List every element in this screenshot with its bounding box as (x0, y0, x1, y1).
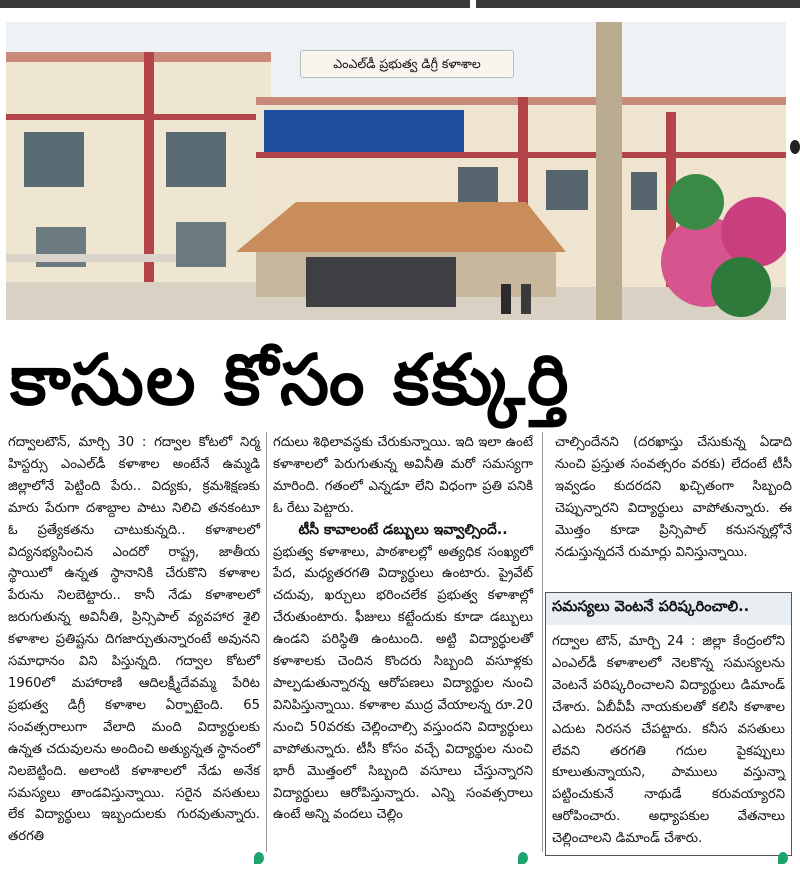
top-bar-gap (470, 0, 476, 8)
end-marker-icon (778, 852, 788, 864)
page-edge-mark-icon (790, 140, 800, 154)
column-1-text: గద్వాలటౌన్, మార్చి 30 : గద్వాల కోటలో నిర్మ హిస్టర్సు ఎంఎల్‌డీ కళాశాల అంటేనే ఉమ్మడి జిల్లాలోనే పెట్టింది పేరు.. విద్యకు, క్రమశిక్షణకు మారు పేరుగా దశాబ్దాల పాటు నిలిచి తనకంటూ ఓ ప్రత్యేకతను చాటుకున్నది.. కళాశాలలో విద్యనభ్యసించిన ఎందరో రాష్ట్ర, జాతీయ స్థాయిలో ఉన్నత స్థానానికి చేరుకొని కళాశాల పేరును నిలబెట్టారు.. కానీ నేడు కళాశాలలో జరుగుతున్న అవినీతి, ప్రిన్సిపాల్ వ్యవహార శైలి కళాశాల ప్రతిష్టను దిగజార్చుతున్నారంటే అవునని సమాధానం విని పిస్తున్నది. గద్వాల కోటలో 1960లో మహారాణి ఆదిలక్ష్మీదేవమ్మ పేరిట ప్రభుత్వ డిగ్రీ కళాశాల ఏర్పాటైంది. 65 సంవత్సరాలుగా వేలాది మంది విద్యార్థులకు ఉన్నత చదువులను అందించి అత్యున్నత స్థానంలో నిలబెట్టింది. అలాంటి కళాశాలలో నేడు అనేక సమస్యలు తాండవిస్తున్నాయి. సరైన వసతులు లేక విద్యార్థులు ఇబ్బందులకు గురవుతున్నారు. తరగతి (8, 435, 260, 845)
box-heading: సమస్యలు వెంటనే పరిష్కరించాలి.. (546, 593, 791, 625)
box-text: గద్వాల టౌన్, మార్చి 24 : జిల్లా కేంద్రంలోని ఎంఎల్‌డీ కళాశాలలో నెలకొన్న సమస్యలను వెంటనే పరిష్కరించాలని విద్యార్థులు డిమాండ్ చేశారు. ఏబీవీపీ నాయకులతో కలిసి కళాశాల ఎదుట నిరసన చేపట్టారు. కనీస వసతులు లేవని తరగతి గదుల పైకప్పులు కూలుతున్నాయని, పాములు వస్తున్నా పట్టించుకునే నాథుడే కరువయ్యారని ఆరోపించారు. అధ్యాపకుల వేతనాలు చెల్లించాలని డిమాండ్ చేశారు. (552, 634, 785, 847)
subheading-tc: టీసీ కావాలంటే డబ్బులు ఇవ్వాల్సిందే.. (298, 521, 508, 538)
end-marker-icon (254, 852, 264, 864)
column-3-text: చాల్సిందేనని (దరఖాస్తు చేసుకున్న ఏడాది నుంచి ప్రస్తుత సంవత్సరం వరకు) లేదంటే టీసీ ఇవ్వడం కుదరదని ఖచ్చితంగా సిబ్బంది చెప్పున్నారని విద్యార్థులు వాపోతున్నారు. ఈ మొత్తం కూడా ప్రిన్సిపాల్ కనుసన్నల్లోనే నడుస్తున్నదనే రుమార్లు వినిస్తున్నాయి. (555, 435, 792, 560)
column-divider-1 (266, 432, 267, 852)
article-column-1 (8, 432, 260, 852)
page-top-bar (0, 0, 800, 8)
headline: కాసుల కోసం కక్కుర్తి (10, 339, 571, 421)
college-photo (6, 22, 786, 320)
column-2-text-1: గదులు శిథిలావస్థకు చేరుకున్నాయి. ఇది ఇలా ఉంటే కళాశాలలో పెరుగుతున్న అవినీతి మరో సమస్యగా మారింది. గతంలో ఎన్నడూ లేని విధంగా ప్రతి పనికి ఓ రేటు పెట్టారు. (273, 435, 533, 516)
column-divider-2 (542, 432, 543, 852)
photo-caption: ఎంఎల్‌డీ ప్రభుత్వ డిగ్రీ కళాశాల (300, 50, 514, 78)
sidebar-news-box (545, 592, 792, 856)
end-marker-icon (518, 852, 528, 864)
article-column-3 (555, 432, 792, 592)
column-2-text-2: ప్రభుత్వ కళాశాలు, పాఠశాలల్లో అత్యధిక సంఖ్యలో పేద, మధ్యతరగతి విద్యార్థులు ఉంటారు. ప్రైవేట్ చదువు, ఖర్చులు భరించలేక ప్రభుత్వ కళాశాల్లో చేరుతుంటారు. ఫీజులు కట్టేందుకు కూడా డబ్బులు ఉండని పరిస్థితి ఉంటుంది. అట్టి విద్యార్థులతో కళాశాలకు చెందిన కొందరు సిబ్బంది వసూళ్లకు పాల్పడుతున్నారన్న ఆరోపణలు విద్యార్థుల నుంచి వినిపిస్తున్నాయి. కళాశాల ముద్ర వేయాలన్న రూ.20 నుంచి 50వరకు చెల్లించాల్సి వస్తుందని విద్యార్థులు వాపోతున్నారు. టీసీ కోసం వచ్చే విద్యార్థుల నుంచి భారీ మొత్తంలో సిబ్బంది వసూలు చేస్తున్నారని విద్యార్థులు ఆరోపిస్తున్నారు. ఎన్ని సంవత్సరాలు ఉంటే అన్ని వందలు చెల్లిం (273, 544, 533, 823)
article-column-2 (273, 432, 533, 852)
